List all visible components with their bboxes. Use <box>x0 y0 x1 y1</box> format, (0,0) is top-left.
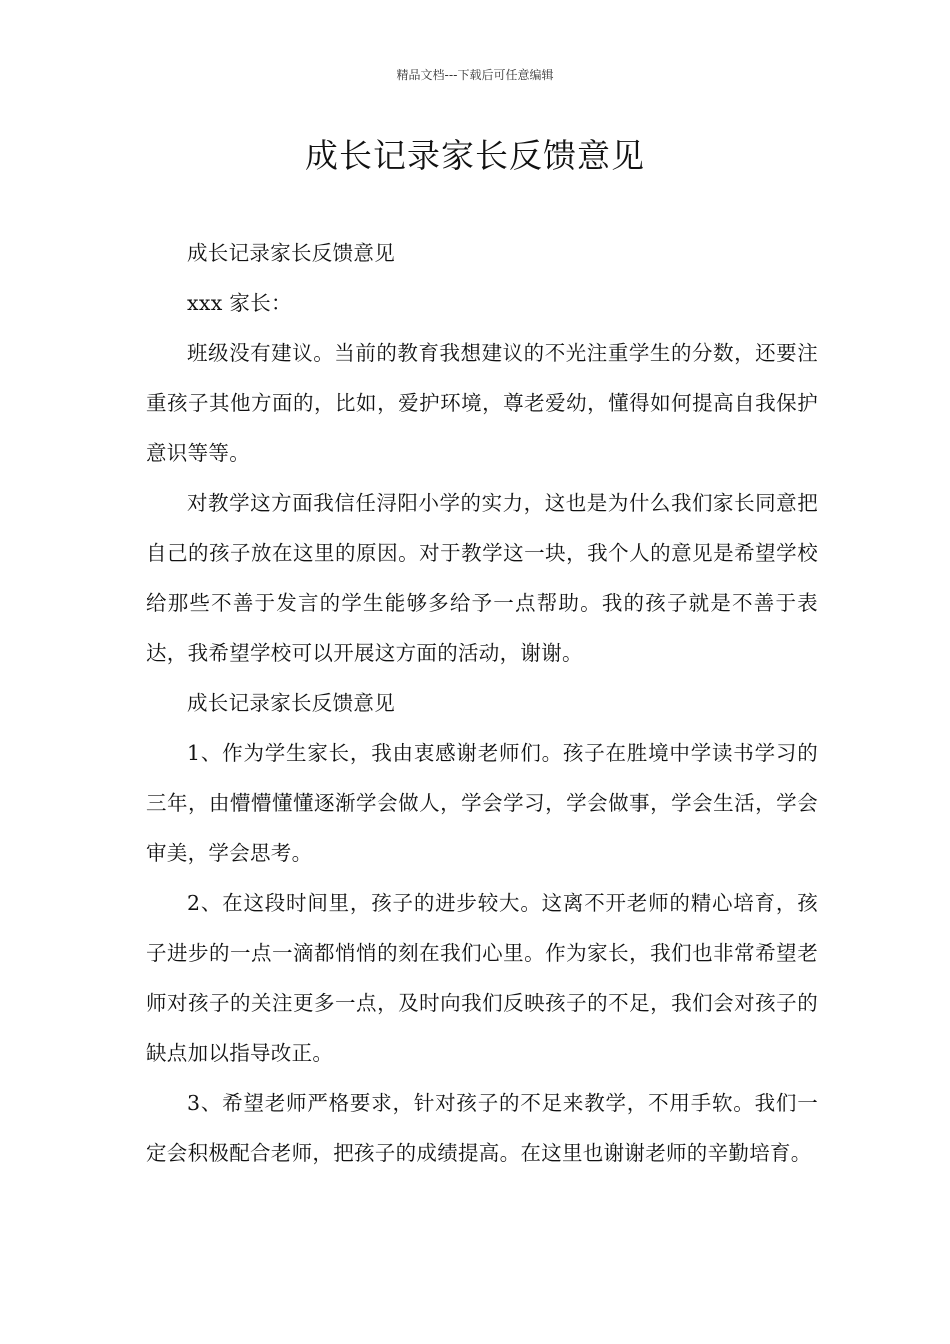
document-title: 成长记录家长反馈意见 <box>305 136 645 175</box>
paragraph-subtitle-1: 成长记录家长反馈意见 <box>187 241 395 265</box>
paragraph-salutation: xxx 家长： <box>187 291 292 315</box>
paragraph-subtitle-2: 成长记录家长反馈意见 <box>187 691 395 715</box>
paragraph-point-2: 2、在这段时间里，孩子的进步较大。这离不开老师的精心培育，孩子进步的一点一滴都悄悄的刻在我们心里。作为家长，我们也非常希望老师对孩子的关注更多一点，及时向我们反映孩子的不足，我们会对孩子的缺点加以指导改正。 <box>146 891 818 1065</box>
header-note: 精品文档---下载后可任意编辑 <box>396 68 554 82</box>
paragraph-point-1: 1、作为学生家长，我由衷感谢老师们。孩子在胜境中学读书学习的三年，由懵懵懂懂逐渐学会做人，学会学习，学会做事，学会生活，学会审美，学会思考。 <box>146 741 818 865</box>
paragraph-point-3: 3、希望老师严格要求，针对孩子的不足来教学，不用手软。我们一定会积极配合老师，把孩子的成绩提高。在这里也谢谢老师的辛勤培育。 <box>146 1091 818 1165</box>
document-body <box>146 228 818 1178</box>
paragraph-teaching: 对教学这方面我信任浔阳小学的实力，这也是为什么我们家长同意把自己的孩子放在这里的原因。对于教学这一块，我个人的意见是希望学校给那些不善于发言的学生能够多给予一点帮助。我的孩子就是不善于表达，我希望学校可以开展这方面的活动，谢谢。 <box>146 491 818 665</box>
paragraph-suggestion: 班级没有建议。当前的教育我想建议的不光注重学生的分数，还要注重孩子其他方面的，比如，爱护环境，尊老爱幼，懂得如何提高自我保护意识等等。 <box>146 341 818 465</box>
